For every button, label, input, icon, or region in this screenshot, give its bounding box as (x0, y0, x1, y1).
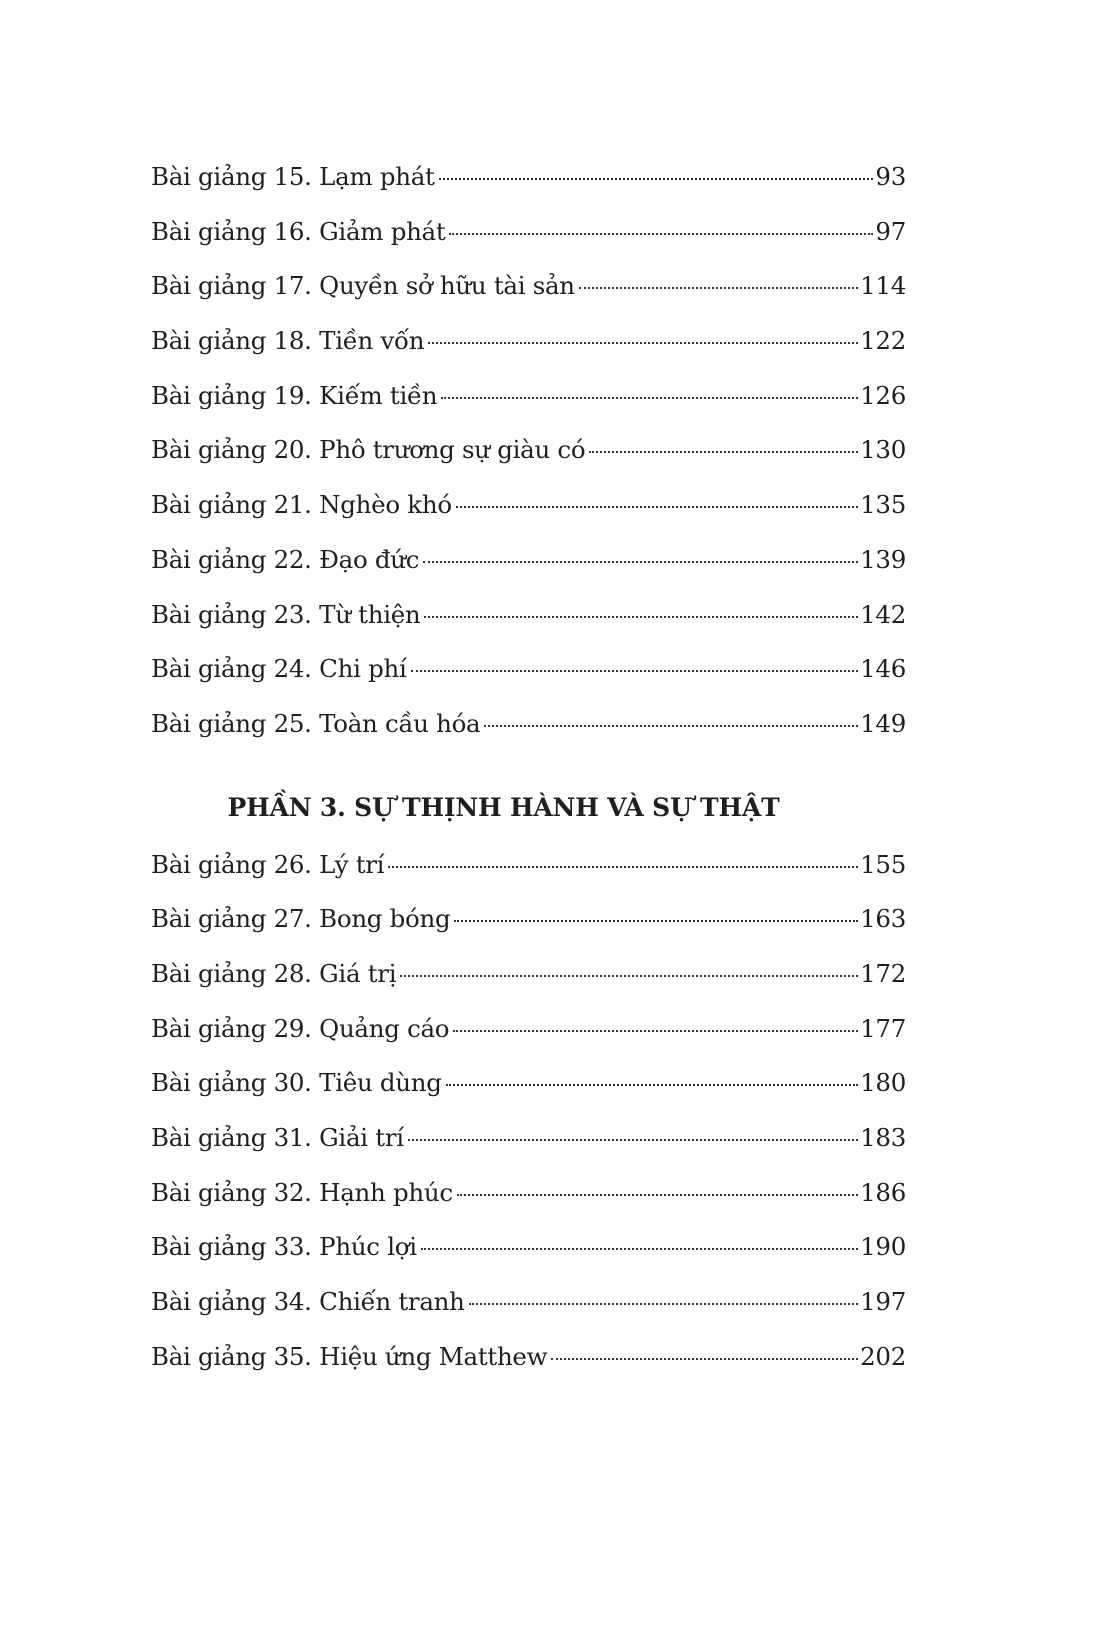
toc-entry[interactable] (151, 490, 906, 545)
dot-leader (388, 866, 858, 868)
toc-entry[interactable] (151, 162, 906, 217)
toc-entry-title: Bài giảng 35. Hiệu ứng Matthew (151, 1341, 548, 1371)
toc-entry-page: 122 (860, 326, 906, 356)
dot-leader (454, 920, 858, 922)
table-of-contents (151, 162, 906, 1396)
toc-entry-page: 180 (860, 1068, 906, 1098)
toc-entry-title: Bài giảng 25. Toàn cầu hóa (151, 708, 481, 738)
toc-entry-page: 93 (875, 162, 906, 191)
toc-entry-title: Bài giảng 22. Đạo đức (151, 544, 420, 574)
toc-entry-title: Bài giảng 31. Giải trí (151, 1123, 404, 1152)
toc-entry[interactable] (151, 381, 906, 436)
toc-entry-title: Bài giảng 19. Kiếm tiền (151, 380, 438, 410)
dot-leader (457, 1194, 858, 1196)
dot-leader (400, 975, 858, 977)
toc-entry[interactable] (151, 600, 906, 655)
toc-entry[interactable] (151, 1232, 906, 1287)
dot-leader (579, 287, 858, 289)
toc-entry[interactable] (151, 435, 906, 490)
toc-entry-page: 149 (860, 708, 906, 738)
toc-entry[interactable] (151, 1068, 906, 1123)
toc-entry-page: 142 (860, 599, 906, 629)
toc-entry[interactable] (151, 1342, 906, 1397)
toc-entry-page: 130 (860, 435, 906, 465)
toc-entry-page: 172 (860, 958, 906, 988)
toc-entry-title: Bài giảng 18. Tiền vốn (151, 326, 425, 356)
toc-entry[interactable] (151, 850, 906, 905)
toc-entry[interactable] (151, 1178, 906, 1233)
toc-entry-title: Bài giảng 15. Lạm phát (151, 162, 435, 191)
toc-entry-page: 177 (860, 1013, 906, 1043)
toc-entry[interactable] (151, 654, 906, 709)
toc-entry-title: Bài giảng 21. Nghèo khó (151, 490, 452, 520)
toc-entry-page: 183 (860, 1123, 906, 1152)
toc-entry-page: 186 (860, 1177, 906, 1207)
toc-entry-title: Bài giảng 28. Giá trị (151, 958, 397, 988)
dot-leader (453, 1030, 858, 1032)
section-heading: PHẦN 3. SỰ THỊNH HÀNH VÀ SỰ THẬT (227, 792, 780, 822)
toc-entry-title: Bài giảng 24. Chi phí (151, 654, 407, 684)
toc-entry-page: 114 (860, 271, 906, 301)
dot-leader (446, 1084, 858, 1086)
toc-entry-title: Bài giảng 33. Phúc lợi (151, 1232, 417, 1262)
toc-entry[interactable] (151, 1123, 906, 1178)
toc-entry[interactable] (151, 709, 906, 764)
toc-entry[interactable] (151, 959, 906, 1014)
toc-entry-title: Bài giảng 32. Hạnh phúc (151, 1177, 453, 1207)
dot-leader (424, 616, 858, 618)
toc-entry-title: Bài giảng 30. Tiêu dùng (151, 1068, 442, 1098)
toc-group-1 (151, 162, 906, 764)
toc-entry-page: 155 (860, 849, 906, 879)
dot-leader (456, 506, 858, 508)
dot-leader (411, 670, 859, 672)
dot-leader (423, 561, 858, 563)
toc-entry[interactable] (151, 271, 906, 326)
dot-leader (439, 178, 874, 180)
toc-entry-title: Bài giảng 16. Giảm phát (151, 216, 446, 246)
toc-entry-page: 126 (860, 380, 906, 410)
toc-entry-title: Bài giảng 23. Từ thiện (151, 599, 421, 629)
toc-entry[interactable] (151, 1287, 906, 1342)
toc-entry-title: Bài giảng 17. Quyền sở hữu tài sản (151, 271, 575, 301)
toc-entry-page: 197 (860, 1287, 906, 1317)
toc-entry-title: Bài giảng 34. Chiến tranh (151, 1287, 465, 1317)
toc-entry[interactable] (151, 217, 906, 272)
toc-entry[interactable] (151, 326, 906, 381)
toc-entry[interactable] (151, 1014, 906, 1069)
toc-entry-title: Bài giảng 26. Lý trí (151, 849, 385, 879)
toc-entry-page: 146 (860, 654, 906, 684)
toc-entry-page: 97 (875, 216, 906, 246)
toc-entry[interactable] (151, 545, 906, 600)
toc-entry-page: 163 (860, 904, 906, 934)
toc-entry-page: 202 (860, 1341, 906, 1371)
toc-entry-title: Bài giảng 27. Bong bóng (151, 904, 451, 934)
dot-leader (441, 397, 858, 399)
dot-leader (449, 233, 873, 235)
dot-leader (469, 1303, 859, 1305)
dot-leader (589, 451, 858, 453)
toc-entry-page: 135 (860, 490, 906, 520)
dot-leader (408, 1139, 858, 1141)
toc-entry-title: Bài giảng 29. Quảng cáo (151, 1013, 450, 1043)
toc-entry-page: 139 (860, 544, 906, 574)
toc-group-2 (151, 850, 906, 1397)
toc-entry-page: 190 (860, 1232, 906, 1262)
dot-leader (484, 725, 858, 727)
dot-leader (551, 1358, 858, 1360)
dot-leader (421, 1248, 858, 1250)
toc-entry[interactable] (151, 904, 906, 959)
dot-leader (428, 342, 858, 344)
toc-entry-title: Bài giảng 20. Phô trương sự giàu có (151, 435, 586, 465)
